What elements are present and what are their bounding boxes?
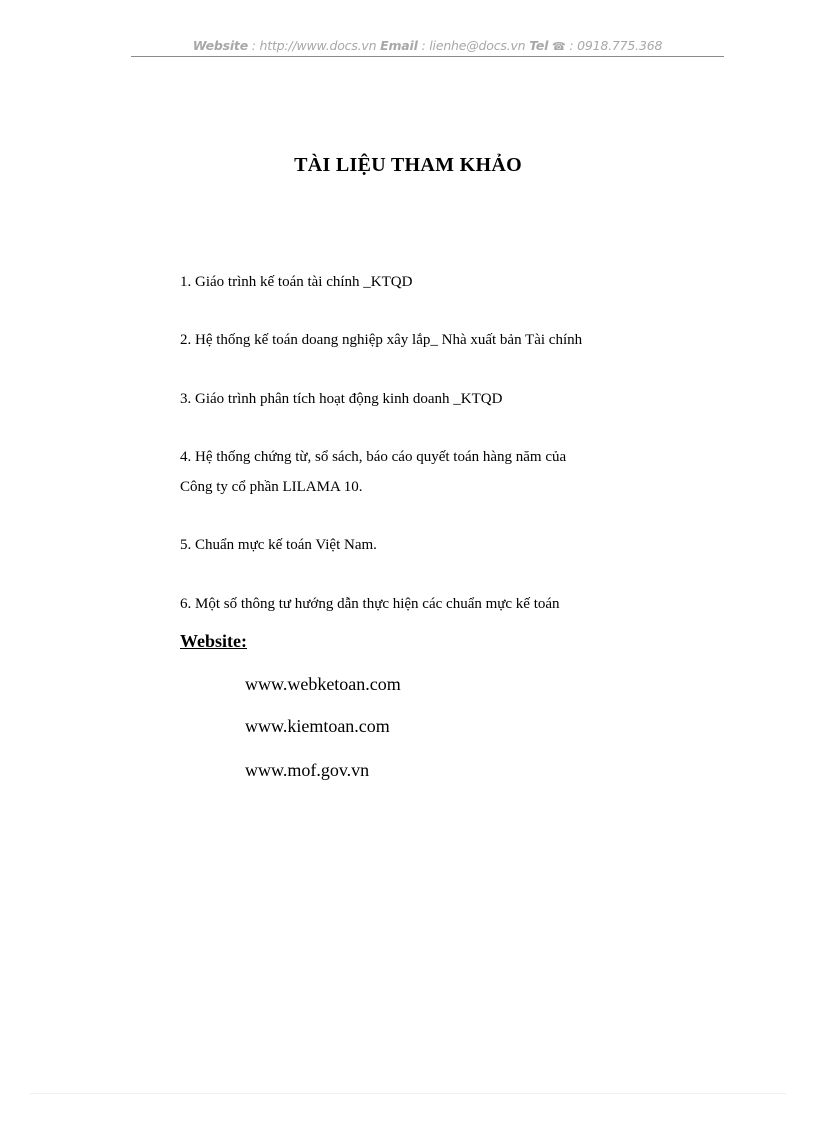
page-bottom-divider <box>30 1093 786 1094</box>
page-header <box>131 38 724 53</box>
website-link[interactable]: www.webketoan.com <box>245 674 401 694</box>
reference-item: 6. Một số thông tư hướng dẫn thực hiện các chuẩn mực kế toán <box>180 596 560 612</box>
website-link[interactable]: www.kiemtoan.com <box>245 716 390 736</box>
reference-item: 5. Chuẩn mực kế toán Việt Nam. <box>180 537 377 553</box>
reference-item: 1. Giáo trình kế toán tài chính _KTQD <box>180 274 413 290</box>
website-heading: Website: <box>180 631 247 651</box>
reference-item: 3. Giáo trình phân tích hoạt động kinh doanh _KTQD <box>180 391 503 407</box>
page-title: TÀI LIỆU THAM KHẢO <box>294 154 522 176</box>
reference-item: 2. Hệ thống kế toán doang nghiệp xây lắp_ Nhà xuất bản Tài chính <box>180 332 583 348</box>
header-email-link[interactable]: : lienhe@docs.vn <box>417 38 530 53</box>
header-website-link[interactable]: : http://www.docs.vn <box>248 38 381 53</box>
header-tel-label: Tel <box>529 38 549 53</box>
header-divider <box>131 56 724 57</box>
header-tel-value: : 0918.775.368 <box>565 38 663 53</box>
reference-item <box>180 442 566 502</box>
header-email-label: Email <box>380 38 418 53</box>
reference-item-line: Công ty cổ phần LILAMA 10. <box>180 479 363 495</box>
website-link[interactable]: www.mof.gov.vn <box>245 760 370 780</box>
reference-item-line: 4. Hệ thống chứng từ, sổ sách, báo cáo quyết toán hàng năm của <box>180 449 567 465</box>
header-website-label: Website <box>192 38 248 53</box>
phone-icon: ☎ <box>552 40 566 53</box>
